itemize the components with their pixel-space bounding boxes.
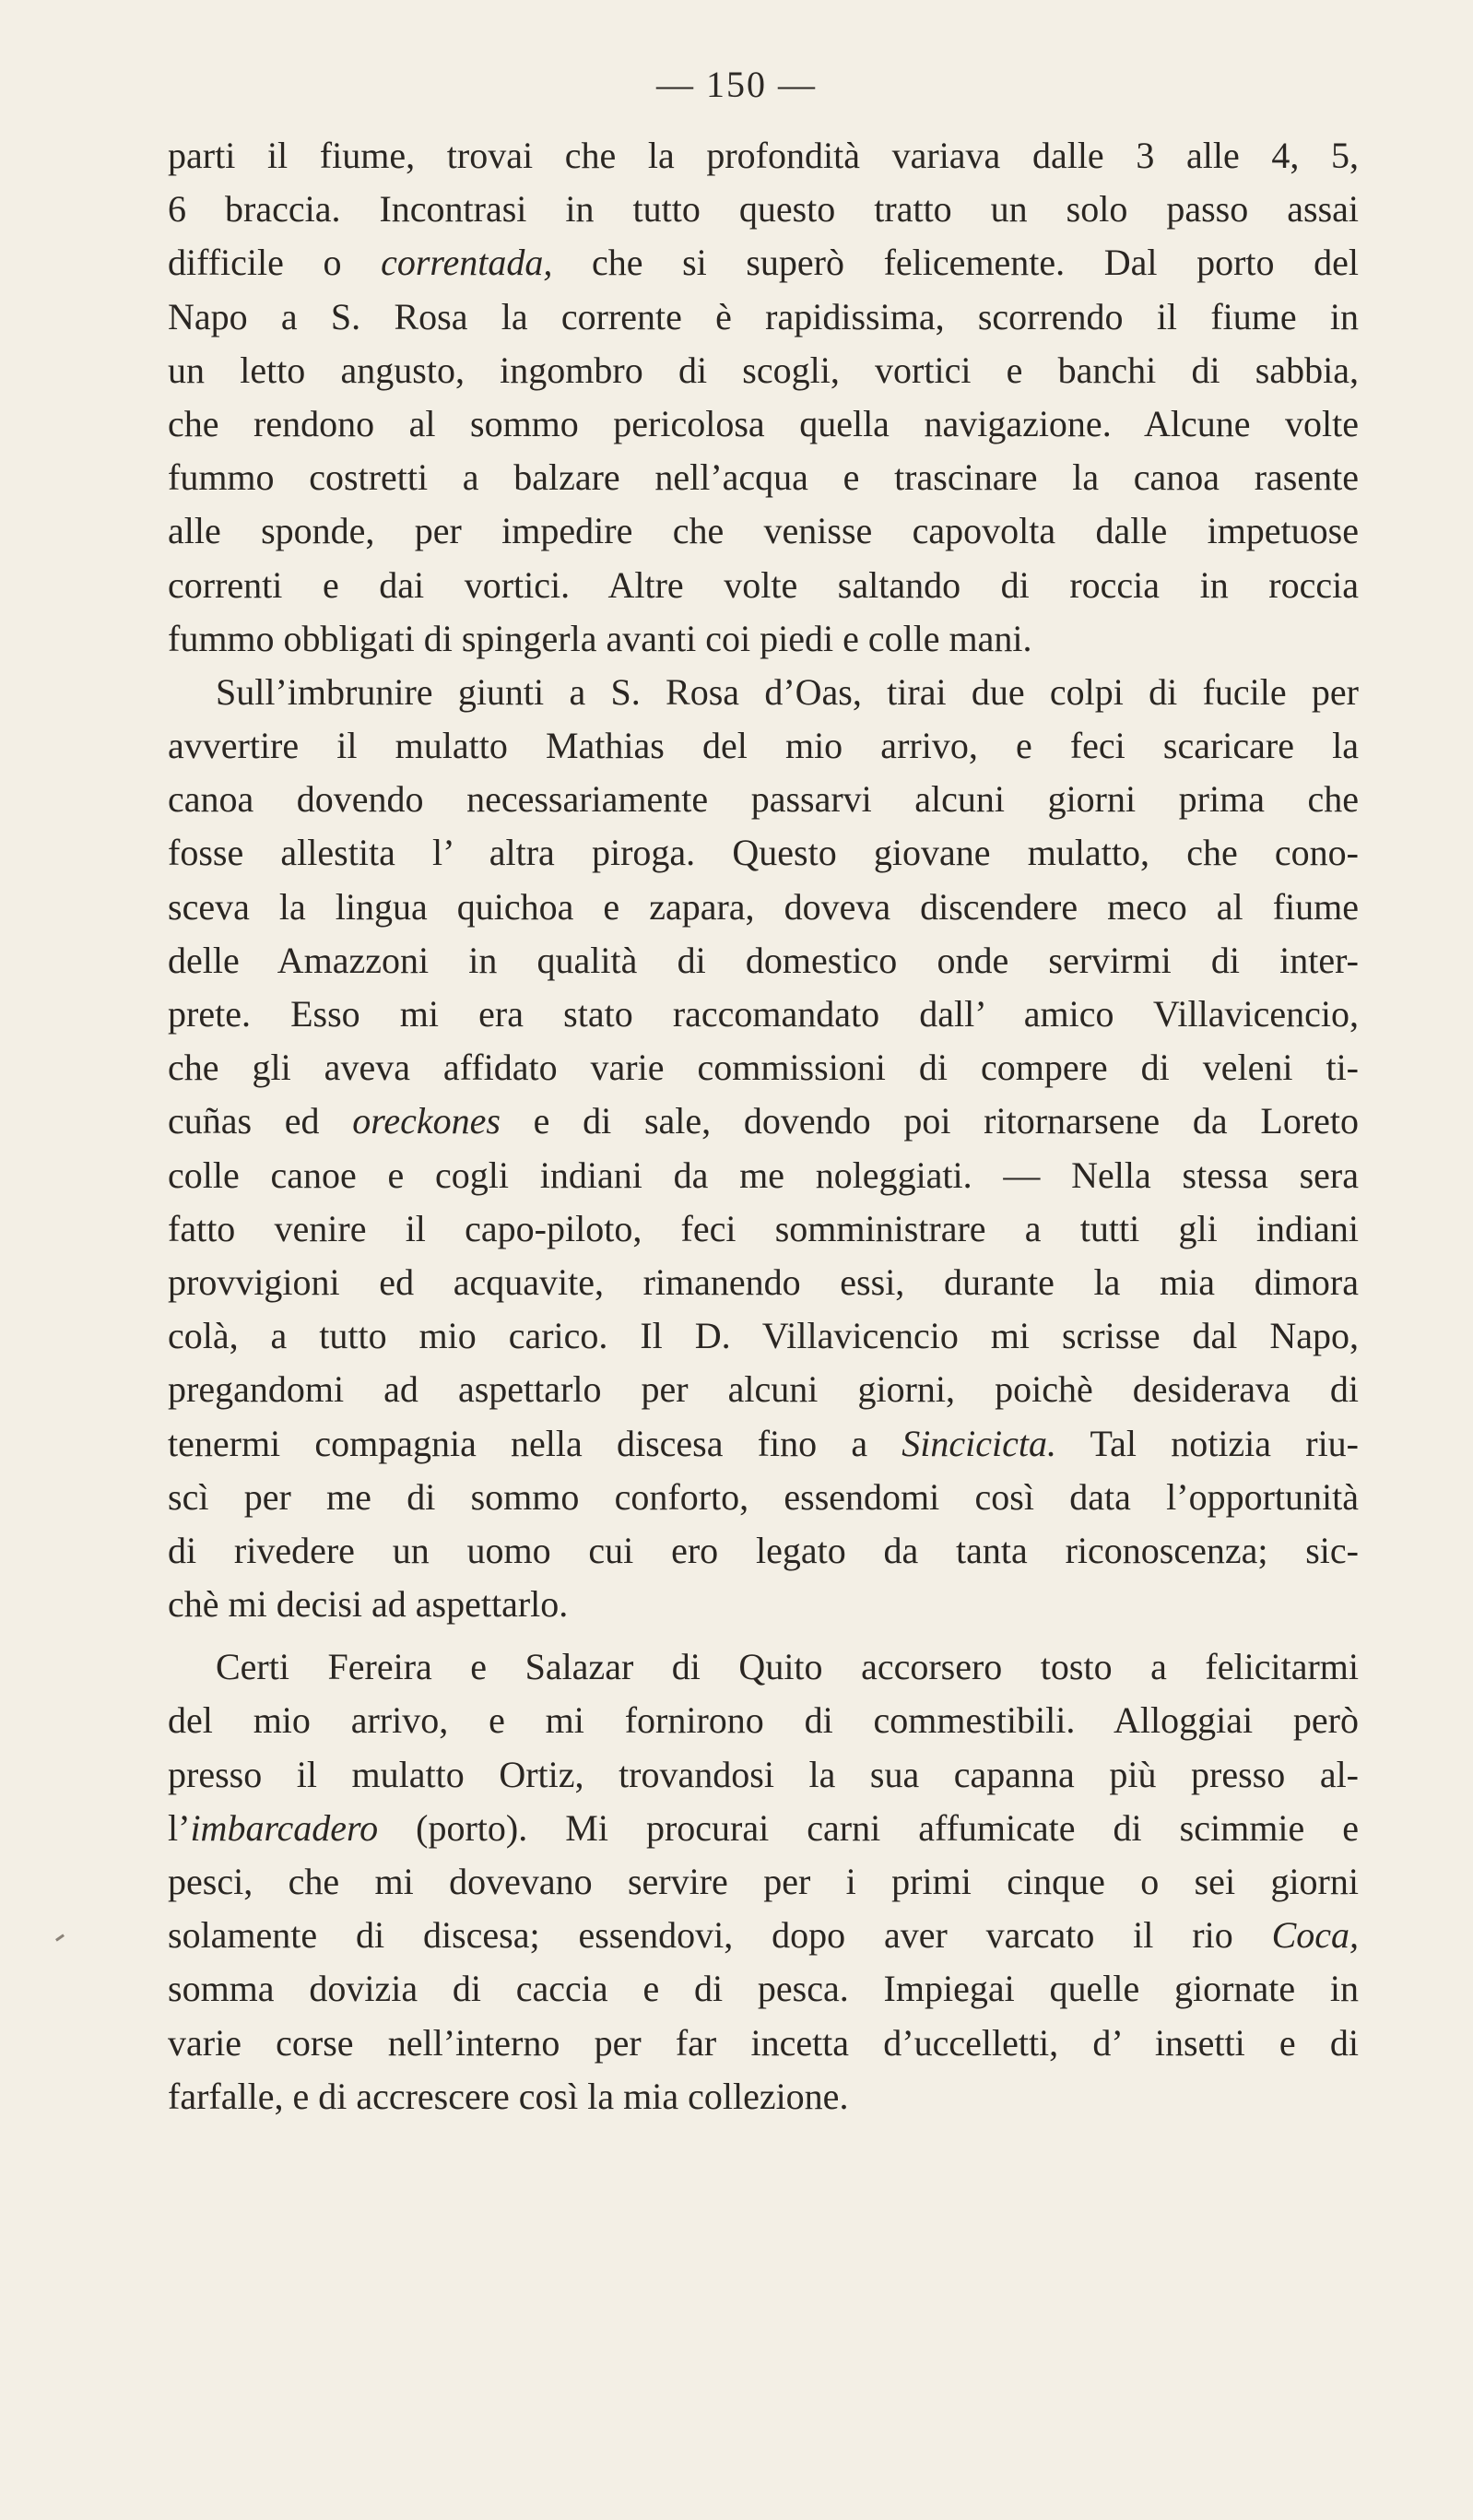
text-line: 6 braccia. Incontrasi in tutto questo tratto un solo passo assai bbox=[168, 188, 1359, 231]
text-line: somma dovizia di caccia e di pesca. Impiegai quelle giornate in bbox=[168, 1968, 1359, 2010]
text-line: tenermi compagnia nella discesa fino a Sincicicta. Tal notizia riu- bbox=[168, 1422, 1360, 1464]
text-line: chè mi decisi ad aspettarlo. bbox=[168, 1583, 569, 1626]
text-line: che rendono al sommo pericolosa quella navigazione. Alcune volte bbox=[168, 402, 1359, 444]
margin-speck bbox=[55, 1934, 65, 1941]
text-line: scì per me di sommo conforto, essendomi così data l’opportunità bbox=[168, 1475, 1359, 1518]
text-line: che gli aveva affidato varie commissioni di compere di veleni ti- bbox=[168, 1047, 1359, 1089]
text-line: Napo a S. Rosa la corrente è rapidissima, scorrendo il fiume in bbox=[168, 295, 1359, 337]
paragraph-3 bbox=[168, 1640, 1359, 2124]
text-line: l’imbarcadero (porto). Mi procurai carni affumicate di scimmie e bbox=[168, 1806, 1359, 1849]
text-line: alle sponde, per impedire che venisse capovolta dalle impetuose bbox=[168, 510, 1359, 552]
text-line: presso il mulatto Ortiz, trovandosi la sua capanna più presso al- bbox=[168, 1753, 1359, 1795]
text-line: sceva la lingua quichoa e zapara, doveva discendere meco al fiume bbox=[168, 885, 1359, 928]
paragraph-2 bbox=[168, 666, 1359, 1631]
text-line: varie corse nell’interno per far incetta d’uccelletti, d’ insetti e di bbox=[168, 2021, 1359, 2064]
text-line: difficile o correntada, che si superò felicemente. Dal porto del bbox=[168, 242, 1359, 284]
italic-term: Sincicicta. bbox=[901, 1422, 1057, 1464]
text-line: prete. Esso mi era stato raccomandato dall’ amico Villavicencio, bbox=[168, 993, 1359, 1035]
text-line: pregandomi ad aspettarlo per alcuni giorni, poichè desiderava di bbox=[168, 1368, 1359, 1411]
text-line: parti il fiume, trovai che la profondità variava dalle 3 alle 4, 5, bbox=[168, 135, 1359, 176]
text-line: pesci, che mi dovevano servire per i primi cinque o sei giorni bbox=[168, 1861, 1359, 1902]
text-line: Sull’imbrunire giunti a S. Rosa d’Oas, tirai due colpi di fucile per bbox=[216, 670, 1359, 713]
text-line: solamente di discesa; essendovi, dopo aver varcato il rio Coca, bbox=[168, 1914, 1359, 1957]
text-line: un letto angusto, ingombro di scogli, vortici e banchi di sabbia, bbox=[168, 349, 1359, 391]
text-line: correnti e dai vortici. Altre volte saltando di roccia in roccia bbox=[168, 563, 1359, 606]
text-line: di rivedere un uomo cui ero legato da tanta riconoscenza; sic- bbox=[168, 1529, 1359, 1571]
italic-term: correntada, bbox=[381, 242, 553, 284]
text-line: provvigioni ed acquavite, rimanendo essi, durante la mia dimora bbox=[168, 1260, 1359, 1303]
page-number: — 150 — bbox=[656, 64, 817, 105]
text-line: colà, a tutto mio carico. Il D. Villavicencio mi scrisse dal Napo, bbox=[168, 1315, 1359, 1357]
paragraph-1 bbox=[168, 129, 1359, 666]
text-line: avvertire il mulatto Mathias del mio arrivo, e feci scaricare la bbox=[168, 725, 1359, 767]
text-line: Certi Fereira e Salazar di Quito accorsero tosto a felicitarmi bbox=[216, 1646, 1359, 1688]
text-line: cuñas ed oreckones e di sale, dovendo poi ritornarsene da Loreto bbox=[168, 1100, 1359, 1142]
text-line: del mio arrivo, e mi fornirono di commestibili. Alloggiai però bbox=[168, 1699, 1359, 1742]
text-line: fummo obbligati di spingerla avanti coi piedi e colle mani. bbox=[168, 617, 1032, 659]
body-text bbox=[168, 129, 1359, 2124]
text-line: delle Amazzoni in qualità di domestico onde servirmi di inter- bbox=[168, 939, 1359, 981]
text-line: canoa dovendo necessariamente passarvi alcuni giorni prima che bbox=[168, 778, 1359, 821]
italic-term: oreckones bbox=[352, 1100, 501, 1142]
text-line: fummo costretti a balzare nell’acqua e trascinare la canoa rasente bbox=[168, 456, 1359, 499]
text-line: fatto venire il capo-piloto, feci somministrare a tutti gli indiani bbox=[168, 1207, 1359, 1249]
text-line: farfalle, e di accrescere così la mia collezione. bbox=[168, 2075, 849, 2117]
text-line: colle canoe e cogli indiani da me noleggiati. — Nella stessa sera bbox=[168, 1154, 1359, 1196]
italic-term: imbarcadero bbox=[190, 1806, 379, 1849]
text-line: fosse allestita l’ altra piroga. Questo giovane mulatto, che cono- bbox=[168, 832, 1359, 874]
italic-term: Coca, bbox=[1271, 1914, 1359, 1957]
